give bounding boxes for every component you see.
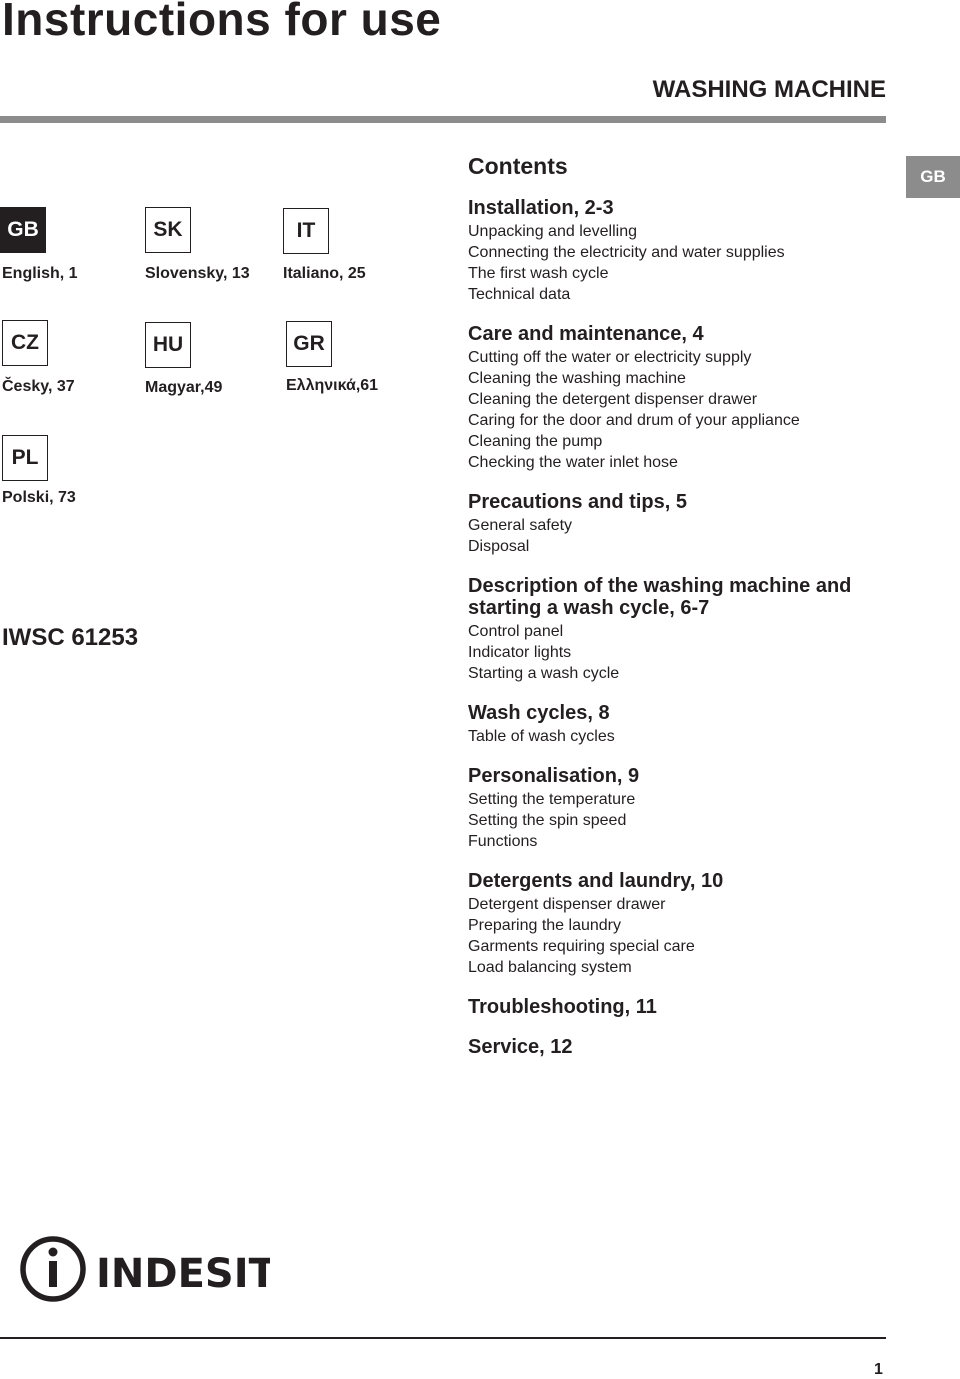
toc-item[interactable]: Table of wash cycles bbox=[468, 728, 615, 745]
toc-item[interactable]: Cutting off the water or electricity supply bbox=[468, 349, 752, 366]
toc-section-service bbox=[468, 1036, 908, 1058]
language-label[interactable]: Ελληνικά,61 bbox=[286, 377, 379, 394]
toc-section-precautions bbox=[468, 491, 908, 557]
toc-item[interactable]: Starting a wash cycle bbox=[468, 665, 620, 682]
toc-item[interactable]: Disposal bbox=[468, 538, 530, 555]
toc-section-detergents bbox=[468, 870, 908, 978]
language-hu[interactable] bbox=[145, 322, 191, 368]
model-number: IWSC 61253 bbox=[2, 624, 139, 651]
toc-section-troubleshooting bbox=[468, 996, 908, 1018]
toc-item[interactable]: Setting the spin speed bbox=[468, 812, 627, 829]
toc-item[interactable]: Control panel bbox=[468, 623, 564, 640]
toc-section-title[interactable]: Description of the washing machine and starting a wash cycle, 6-7 bbox=[468, 575, 852, 619]
language-label[interactable]: Slovensky, 13 bbox=[145, 265, 250, 282]
toc-item[interactable]: Indicator lights bbox=[468, 644, 572, 661]
language-gr[interactable] bbox=[286, 321, 332, 367]
toc-section-title[interactable]: Detergents and laundry, 10 bbox=[468, 870, 724, 892]
toc-section-title[interactable]: Personalisation, 9 bbox=[468, 765, 640, 787]
header-divider bbox=[0, 116, 886, 123]
toc-section-care bbox=[468, 323, 908, 473]
toc-item[interactable]: Load balancing system bbox=[468, 959, 632, 976]
language-gb[interactable] bbox=[0, 207, 46, 253]
language-code-box: PL bbox=[2, 435, 48, 481]
toc-section-title[interactable]: Troubleshooting, 11 bbox=[468, 996, 657, 1018]
language-label[interactable]: Polski, 73 bbox=[2, 489, 76, 506]
toc-section-title[interactable]: Service, 12 bbox=[468, 1036, 573, 1058]
toc-item[interactable]: Cleaning the washing machine bbox=[468, 370, 686, 387]
product-type: WASHING MACHINE bbox=[652, 76, 886, 103]
toc-item[interactable]: Technical data bbox=[468, 286, 571, 303]
language-code-box: GR bbox=[286, 321, 332, 367]
toc-item[interactable]: Connecting the electricity and water supplies bbox=[468, 244, 785, 261]
language-code-box: HU bbox=[145, 322, 191, 368]
toc-item[interactable]: Cleaning the pump bbox=[468, 433, 603, 450]
toc-item[interactable]: Preparing the laundry bbox=[468, 917, 621, 934]
toc-item[interactable]: General safety bbox=[468, 517, 573, 534]
toc-item[interactable]: Cleaning the detergent dispenser drawer bbox=[468, 391, 758, 408]
page-title: Instructions for use bbox=[2, 0, 442, 45]
language-label[interactable]: Česky, 37 bbox=[2, 378, 75, 395]
info-circle-icon bbox=[20, 1236, 270, 1302]
toc-item[interactable]: The first wash cycle bbox=[468, 265, 609, 282]
toc-item[interactable]: Unpacking and levelling bbox=[468, 223, 637, 240]
toc-item[interactable]: Setting the temperature bbox=[468, 791, 636, 808]
toc-section-description bbox=[468, 575, 908, 684]
toc-section-title[interactable]: Precautions and tips, 5 bbox=[468, 491, 687, 513]
toc-item[interactable]: Detergent dispenser drawer bbox=[468, 896, 666, 913]
language-it[interactable] bbox=[283, 208, 329, 254]
brand-logo bbox=[20, 1236, 270, 1302]
toc-section-title[interactable]: Installation, 2-3 bbox=[468, 197, 614, 219]
toc-section-wash-cycles bbox=[468, 702, 908, 747]
language-label[interactable]: Magyar,49 bbox=[145, 379, 223, 396]
language-tab: GB bbox=[906, 156, 960, 198]
toc-section-title[interactable]: Wash cycles, 8 bbox=[468, 702, 610, 724]
toc-section-personalisation bbox=[468, 765, 908, 852]
language-code-box: GB bbox=[0, 207, 46, 253]
language-code-box: SK bbox=[145, 207, 191, 253]
toc-item[interactable]: Caring for the door and drum of your appliance bbox=[468, 412, 800, 429]
language-pl[interactable] bbox=[2, 435, 48, 481]
toc-item[interactable]: Checking the water inlet hose bbox=[468, 454, 678, 471]
contents-heading: Contents bbox=[468, 153, 568, 179]
language-cz[interactable] bbox=[2, 320, 48, 366]
toc-item[interactable]: Functions bbox=[468, 833, 538, 850]
footer-divider bbox=[0, 1337, 886, 1339]
table-of-contents bbox=[468, 197, 908, 1076]
brand-wordmark: INDESIT bbox=[96, 1251, 270, 1297]
language-code-box: IT bbox=[283, 208, 329, 254]
language-label[interactable]: Italiano, 25 bbox=[283, 265, 366, 282]
toc-section-title[interactable]: Care and maintenance, 4 bbox=[468, 323, 704, 345]
page-number: 1 bbox=[874, 1361, 883, 1378]
language-label[interactable]: English, 1 bbox=[2, 265, 78, 282]
toc-item[interactable]: Garments requiring special care bbox=[468, 938, 695, 955]
language-code-box: CZ bbox=[2, 320, 48, 366]
toc-section-installation bbox=[468, 197, 908, 305]
language-sk[interactable] bbox=[145, 207, 191, 253]
